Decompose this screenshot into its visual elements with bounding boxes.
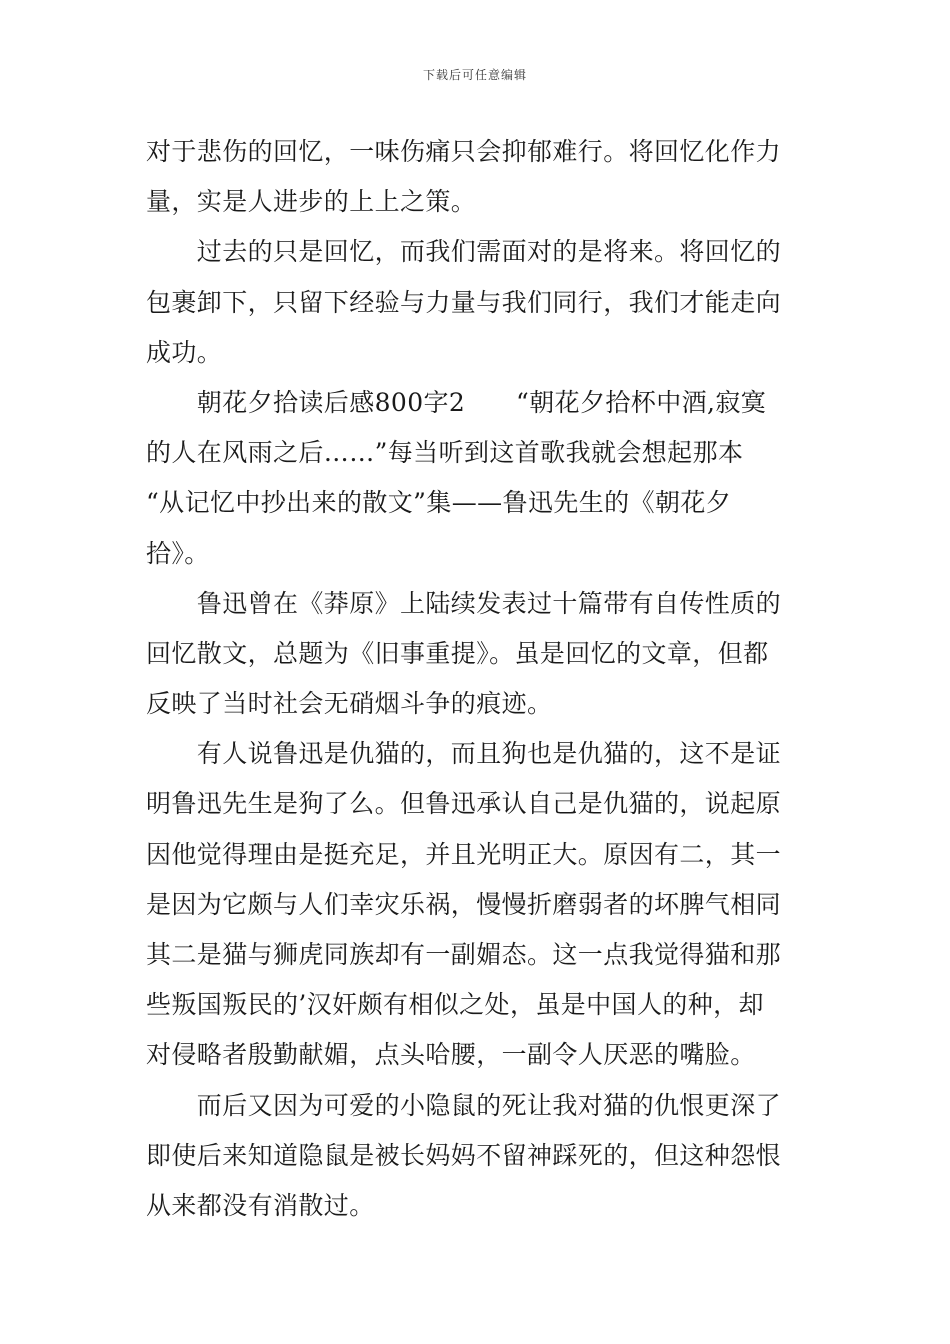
- text-line: “从记忆中抄出来的散文”集——鲁迅先生的《朝花夕: [146, 488, 732, 518]
- text-line: 而后又因为可爱的小隐鼠的死让我对猫的仇恨更深了: [146, 1090, 782, 1120]
- text-line: 量，实是人进步的上上之策。: [146, 187, 477, 217]
- text-line: 明鲁迅先生是狗了么。但鲁迅承认自己是仇猫的，说起原: [146, 789, 782, 819]
- text-line: 是因为它颇与人们幸灾乐祸，慢慢折磨弱者的坏脾气相同: [146, 889, 782, 919]
- text-line: 的人在风雨之后……”每当听到这首歌我就会想起那本: [146, 438, 744, 468]
- text-line: 其二是猫与狮虎同族却有一副媚态。这一点我觉得猫和那: [146, 940, 782, 969]
- document-body: [146, 127, 806, 1231]
- text-line: 对于悲伤的回忆，一味伤痛只会抑郁难行。将回忆化作力: [146, 137, 782, 166]
- text-line: 从来都没有消散过。: [146, 1190, 375, 1220]
- text-line: 因他觉得理由是挺充足，并且光明正大。原因有二，其一: [146, 839, 782, 869]
- page-header: 下载后可任意编辑: [422, 68, 527, 82]
- text-line: 对侵略者殷勤献媚，点头哈腰，一副令人厌恶的嘴脸。: [146, 1040, 756, 1070]
- text-line: 拾》。: [146, 538, 210, 568]
- text-line: 朝花夕拾读后感800字2 “朝花夕拾杯中酒,寂寞: [146, 387, 767, 417]
- text-line: 有人说鲁迅是仇猫的，而且狗也是仇猫的，这不是证: [146, 739, 782, 769]
- text-line: 回忆散文，总题为《旧事重提》。虽是回忆的文章，但都: [146, 638, 769, 668]
- text-line: 鲁迅曾在《莽原》上陆续发表过十篇带有自传性质的: [146, 588, 782, 618]
- text-line: 反映了当时社会无硝烟斗争的痕迹。: [146, 689, 553, 719]
- text-line: 些叛国叛民的’汉奸颇有相似之处，虽是中国人的种，却: [146, 990, 764, 1020]
- text-line: 即使后来知道隐鼠是被长妈妈不留神踩死的，但这种怨恨: [146, 1140, 782, 1170]
- text-line: 包裹卸下，只留下经验与力量与我们同行，我们才能走向: [146, 287, 782, 317]
- text-line: 过去的只是回忆，而我们需面对的是将来。将回忆的: [146, 237, 782, 267]
- text-line: 成功。: [146, 337, 223, 367]
